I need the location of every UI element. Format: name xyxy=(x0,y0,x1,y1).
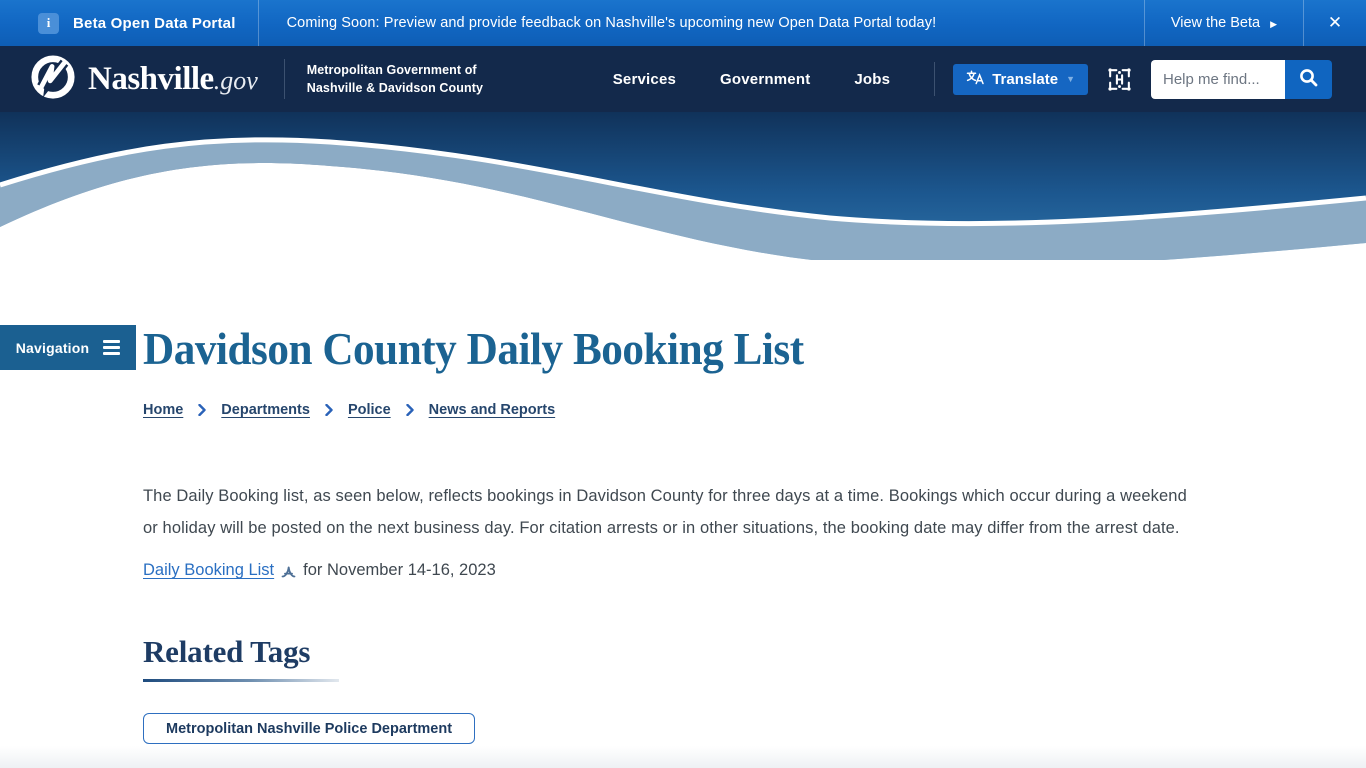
navigation-label: Navigation xyxy=(15,339,90,356)
header-divider xyxy=(934,62,935,96)
metro-tagline: Metropolitan Government of Nashville & Davidson County xyxy=(306,62,484,95)
nashville-logo[interactable] xyxy=(30,54,258,105)
chevron-right-icon xyxy=(198,404,206,416)
site-header xyxy=(0,46,1366,112)
breadcrumb-police[interactable]: Police xyxy=(347,402,391,418)
intro-paragraph: The Daily Booking list, as seen below, reflects bookings in Davidson County for three days at a time. Bookings which occur during a weekend or holiday will be posted on the next business day. For citation arrests or in other situations, the booking date may differ from the arrest date. xyxy=(143,487,1187,537)
search-input[interactable] xyxy=(1151,60,1285,99)
footer-fade xyxy=(0,746,1366,768)
download-row xyxy=(143,561,1366,580)
translate-label: Translate xyxy=(992,70,1059,88)
translate-icon xyxy=(966,70,984,89)
close-icon[interactable]: ✕ xyxy=(1327,13,1343,32)
daily-booking-list-link[interactable]: Daily Booking List xyxy=(143,561,275,579)
nashville-logo-icon xyxy=(30,54,76,105)
navigation-toggle[interactable] xyxy=(0,325,136,370)
main-content xyxy=(0,323,1366,744)
info-icon: i xyxy=(38,13,59,34)
beta-portal-label: Beta Open Data Portal xyxy=(73,14,236,32)
tag-list xyxy=(143,713,1366,744)
breadcrumb xyxy=(143,402,1366,418)
page-title: Davidson County Daily Booking List xyxy=(143,324,804,374)
breadcrumb-home[interactable]: Home xyxy=(143,402,184,418)
chevron-right-icon xyxy=(406,404,414,416)
heading-underline xyxy=(143,679,339,682)
nav-item-services[interactable]: Services xyxy=(612,70,677,88)
breadcrumb-news-and-reports[interactable]: News and Reports xyxy=(428,402,556,418)
nav-item-government[interactable]: Government xyxy=(720,70,811,88)
view-beta-label: View the Beta xyxy=(1170,15,1261,31)
chevron-right-icon xyxy=(325,404,333,416)
pdf-icon xyxy=(281,565,296,579)
logo-wordmark: Nashville.gov xyxy=(88,60,258,97)
beta-portal-badge[interactable] xyxy=(0,0,258,46)
breadcrumb-departments[interactable]: Departments xyxy=(221,402,310,418)
download-date-text: for November 14-16, 2023 xyxy=(303,561,496,579)
nav-item-jobs[interactable]: Jobs xyxy=(854,70,891,88)
chevron-down-icon: ▼ xyxy=(1066,73,1075,84)
related-tags-heading: Related Tags xyxy=(143,634,311,669)
arrow-right-icon: ▶ xyxy=(1270,18,1277,29)
header-divider xyxy=(284,59,285,99)
qr-code-icon[interactable] xyxy=(1106,66,1133,93)
hero-wave-decoration xyxy=(0,112,1366,260)
tag-mnpd[interactable]: Metropolitan Nashville Police Department xyxy=(143,713,475,744)
view-beta-link[interactable] xyxy=(1145,0,1303,46)
translate-button[interactable] xyxy=(953,64,1088,95)
hamburger-icon xyxy=(103,340,120,355)
search-icon xyxy=(1299,68,1318,90)
site-search xyxy=(1151,60,1332,99)
logo-gov-suffix: .gov xyxy=(213,65,258,95)
banner-message: Coming Soon: Preview and provide feedback on Nashville's upcoming new Open Data Portal today! xyxy=(286,15,937,31)
search-button[interactable] xyxy=(1285,60,1332,99)
announcement-banner xyxy=(0,0,1366,46)
header-nav xyxy=(613,71,891,88)
